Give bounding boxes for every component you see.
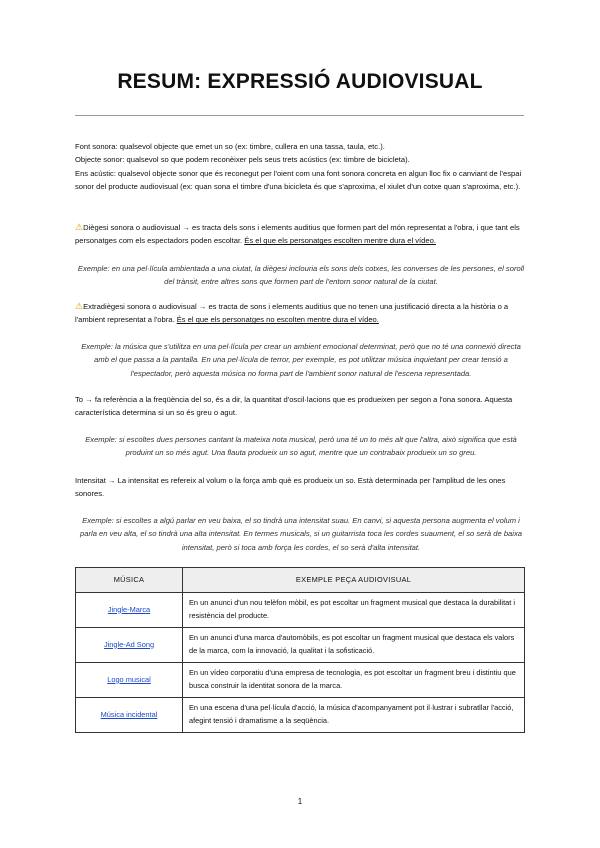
music-type-link[interactable]: Logo musical [107, 674, 151, 684]
diegesi-text: Diègesi sonora o audiovisual → es tracta dels sons i elements auditius que formen part del món representat a l'obra, i que tant els personatges com els espectadors poden escoltar. [75, 223, 520, 246]
table-header-row [76, 568, 525, 593]
page-number: 1 [297, 797, 303, 806]
table-cell-desc: En un vídeo corporatiu d'una empresa de tecnologia, es pot escoltar un fragment breu i distintiu que busca construir la identitat sonora de la marca. [183, 663, 525, 698]
extradiegesi-example: Exemple: la música que s'utilitza en una pel·lícula per crear un ambient emocional determinat, però que no té una connexió directa amb el que passa a la pantalla. En una pel·lícula de terror, per exemple, es pot utilitzar música inquietant per crear tensió a l'espectador, però aquesta música no forma part de l'ambient sonor natural de l'escena representada. [81, 342, 521, 378]
intensitat-paragraph: Intensitat → La intensitat es refereix al volum o la força amb què es produeix un so. Està determinada per l'amplitud de les ones sonores. [75, 476, 506, 499]
music-type-link[interactable]: Jingle-Marca [107, 604, 151, 614]
intensitat-example: Exemple: si escoltes a algú parlar en veu baixa, el so tindrà una intensitat suau. En canvi, si aquesta persona augmenta el volum i parla en veu alta, el so tindrà una alta intensitat. En termes musicals, si un guitarrista toca les cordes suaument, el so serà de baixa intensitat, però si toca amb força les cordes, el so serà d'alta intensitat. [80, 516, 522, 552]
table-cell-desc: En una escena d'una pel·lícula d'acció, la música d'acompanyament pot il·lustrar i subratllar l'acció, afegint tensió i dramatisme a la seqüència. [183, 698, 525, 733]
diegesi-underlined: És el que els personatges escolten mentre dura el vídeo. [244, 236, 436, 246]
extradiegesi-paragraph [75, 300, 527, 327]
extradiegesi-underlined: És el que els personatges no escolten mentre dura el vídeo. [176, 315, 379, 325]
extradiegesi-text: Extradiègesi sonora o audiovisual → es tracta de sons i elements auditius que no tenen una justificació directa a la història o a l'ambient representat a l'obra. [75, 302, 509, 325]
to-example: Exemple: si escoltes dues persones cantant la mateixa nota musical, però una té un to més alt que l'altra, això significa que està produint un so més agut. Una flauta produeix un so agut, mentre que un contrabaix produeix un so greu. [85, 435, 517, 458]
diegesi-paragraph [75, 221, 527, 248]
definition-font-sonora: Font sonora: qualsevol objecte que emet un so (ex: timbre, cullera en una tassa, taula, etc.). [75, 142, 385, 151]
table-row [76, 698, 525, 733]
table-header-exemple: EXEMPLE PEÇA AUDIOVISUAL [183, 568, 525, 593]
music-type-link[interactable]: Música incidental [100, 709, 158, 719]
table-cell-desc: En un anunci d'un nou telèfon mòbil, es pot escoltar un fragment musical que destaca la durabilitat i resistència del producte. [183, 593, 525, 628]
table-cell-desc: En un anunci d'una marca d'automòbils, es pot escoltar un fragment musical que destaca els valors de la marca, com la innovació, la qualitat i la sofisticació. [183, 628, 525, 663]
definitions-block [75, 140, 527, 194]
definition-ens-acustic: Ens acústic: qualsevol objecte sonor que és reconegut per l'oient com una font sonora concreta en algun lloc fix o canviant de l'espai sonor del producte audiovisual (ex: quan sona el timbre d'una bicicleta és que s'aproxima, el xiulet d'un cotxe quan s'aproxima, etc.). [75, 168, 522, 192]
title-divider [75, 115, 524, 116]
table-header-musica: MÚSICA [76, 568, 183, 593]
definition-objecte-sonor: Objecte sonor: qualsevol so que podem reconèixer pels seus trets acústics (ex: timbre de bicicleta). [75, 155, 410, 165]
table-row [76, 628, 525, 663]
music-type-link[interactable]: Jingle-Ad Song [103, 639, 155, 649]
page-title: RESUM: EXPRESSIÓ AUDIOVISUAL [117, 70, 483, 93]
warning-icon: ⚠ [75, 222, 84, 232]
table-row [76, 663, 525, 698]
diegesi-example: Exemple: en una pel·lícula ambientada a una ciutat, la diègesi inclouria els sons dels cotxes, les converses de les persones, el soroll del trànsit, entre altres sons que formen part de l'entorn sonor natural de la ciutat. [77, 264, 525, 287]
warning-icon: ⚠ [75, 301, 84, 311]
music-table [75, 567, 525, 733]
to-paragraph: To → fa referència a la freqüència del so, és a dir, la quantitat d'oscil·lacions que es produeixen per segon a l'ona sonora. Aquesta característica determina si un so és greu o agut. [75, 395, 513, 418]
table-row [76, 593, 525, 628]
